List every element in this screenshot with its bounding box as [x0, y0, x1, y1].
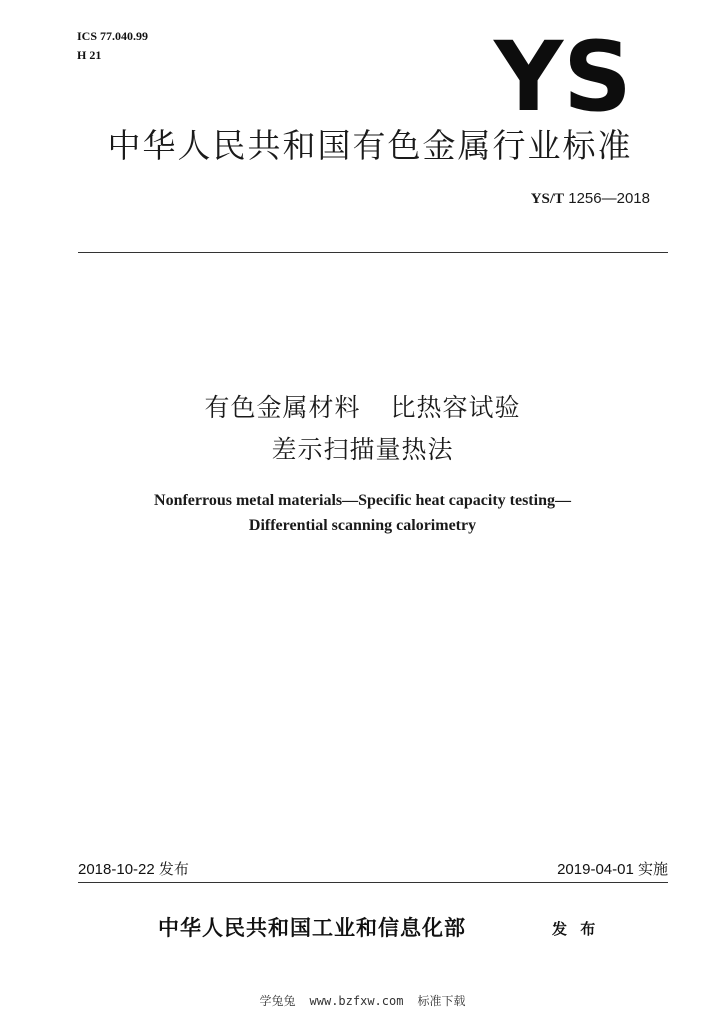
publish-label: 发 布	[552, 920, 600, 938]
ics-code: ICS 77.040.99	[77, 29, 149, 43]
top-divider	[78, 252, 668, 253]
watermark-url[interactable]: www.bzfxw.com	[309, 994, 404, 1008]
english-title-line-2: Differential scanning calorimetry	[248, 517, 477, 534]
standard-number-value: 1256—2018	[568, 190, 650, 207]
implementation-date: 2019-04-01 实施	[557, 861, 668, 878]
standard-number	[531, 189, 650, 209]
chinese-title-line-1	[60, 391, 665, 425]
chinese-title-line-2: 差示扫描量热法	[271, 435, 454, 464]
english-title-line-1: Nonferrous metal materials—Specific heat capacity testing—	[154, 492, 571, 509]
ys-logo	[492, 30, 634, 118]
issue-date: 2018-10-22 发布	[78, 861, 189, 878]
ys-logo-text: YS	[493, 30, 632, 118]
bottom-divider	[78, 882, 668, 883]
watermark-footer	[0, 993, 725, 1009]
watermark-label: 标准下载	[417, 994, 466, 1008]
watermark-site-name: 学兔兔	[259, 994, 296, 1008]
standard-number-prefix: YS/T	[530, 191, 565, 207]
classification-code: H 21	[77, 48, 102, 62]
issuing-authority: 中华人民共和国工业和信息化部	[158, 915, 466, 940]
industry-standard-title: 中华人民共和国有色金属行业标准	[107, 126, 633, 165]
chinese-title-part-2: 比热容试验	[390, 393, 521, 422]
chinese-title-part-1: 有色金属材料	[204, 393, 361, 422]
